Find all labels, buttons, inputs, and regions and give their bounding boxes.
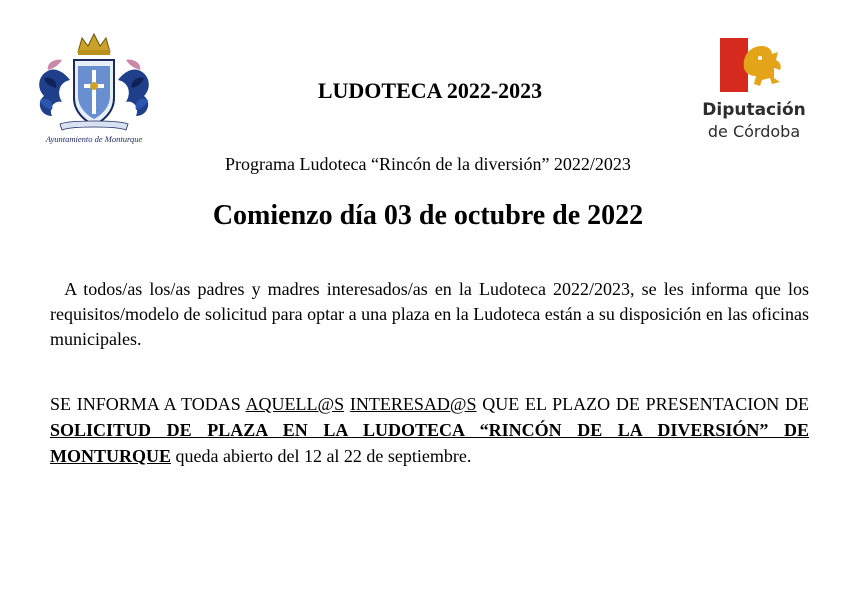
deadline-text-part2: QUE EL PLAZO DE PRESENTACION DE: [476, 394, 810, 414]
lion-emblem-icon: [720, 38, 786, 92]
application-highlight: SOLICITUD DE PLAZA EN LA LUDOTECA “RINCÓN DE LA DIVERSIÓN” DE MONTURQUE: [50, 420, 809, 466]
diputacion-name: Diputación: [702, 100, 806, 120]
info-paragraph: [50, 277, 809, 352]
crest-caption: Ayuntamiento de Monturque: [45, 134, 143, 144]
start-date-heading: Comienzo día 03 de octubre de 2022: [212, 200, 644, 231]
underlined-aquellos: AQUELL@S: [245, 394, 345, 414]
ayuntamiento-monturque-crest: [30, 30, 158, 148]
page-title: LUDOTECA 2022-2023: [317, 78, 543, 103]
deadline-paragraph: [50, 391, 809, 469]
crest-icon: [30, 30, 158, 134]
info-paragraph-text: A todos/as los/as padres y madres interesados/as en la Ludoteca 2022/2023, se les informa que los requisitos/modelo de solicitud para optar a una plaza en la Ludoteca están a su disposición en las oficinas municipales.: [50, 279, 810, 349]
diputacion-cordoba-logo: [696, 34, 816, 144]
deadline-text-part3: queda abierto del 12 al 22 de septiembre.: [171, 446, 472, 466]
diputacion-place: de Córdoba: [707, 122, 801, 141]
underlined-interesados: INTERESAD@S: [349, 394, 477, 414]
deadline-text-part1: SE INFORMA A TODAS: [50, 394, 246, 414]
program-subtitle: Programa Ludoteca “Rincón de la diversión” 2022/2023: [225, 154, 631, 174]
